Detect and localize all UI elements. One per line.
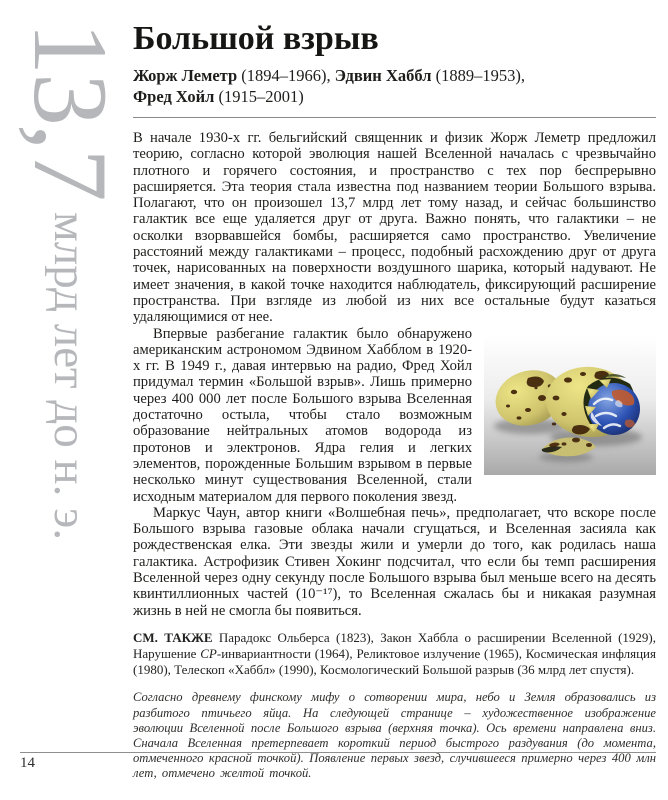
- author-years-3: (1915–2001): [214, 87, 304, 106]
- author-years-2: (1889–1953),: [431, 66, 525, 85]
- author-name-3: Фред Хойл: [133, 87, 215, 106]
- see-also-label: СМ. ТАКЖЕ: [133, 629, 213, 645]
- era-sidebar: [12, 22, 129, 722]
- era-number-label: 13,7: [12, 22, 129, 200]
- see-also-cp: CP: [200, 645, 217, 661]
- egg-earth-photo: [484, 336, 656, 475]
- see-also-text-2: -инвариантности (1964), Реликтовое излучение (1965), Космическая инфляция (1980), Телескоп «Хаббл» (1990), Космологический Большой разрыв (36 млрд лет спустя).: [133, 645, 656, 677]
- paragraph-2-text: Впервые разбегание галактик было обнаружено американским астрономом Эдвином Хабблом в 1920-х гг. В 1949 г., давая интервью на радио, Фред Хойл придумал термин «Большой взрыв». Лишь примерно через 400 000 лет после Большого взрыва Вселенная достаточно остыла, чтобы стало возможным образование нейтральных атомов водорода из протонов и электронов. Ядра гелия и легких элементов, порожденные Большим взрывом в первые несколько минут существования Вселенной, стали исходным материалом для первого поколения звезд.: [133, 325, 472, 505]
- author-years-1: (1894–1966),: [237, 66, 335, 85]
- footer-divider: [20, 752, 656, 753]
- authors-line: [133, 65, 656, 107]
- illustration-caption: Согласно древнему финскому мифу о сотворении мира, небо и Земля образовались из разбитого птичьего яйца. На следующей странице – художественное изображение эволюции Вселенной после Большого взрыва (верхняя точка). Ось времени направлена вниз. Сначала Вселенная претерпевает короткий период быстрого раздувания (до момента, отмеченного красной точкой). Появление первых звезд, случившееся примерно через 400 млн лет, отмечено желтой точкой.: [133, 690, 656, 781]
- era-unit-label: млрд лет до н. э.: [44, 211, 96, 540]
- paragraph-1: В начале 1930-х гг. бельгийский священник и физик Жорж Леметр предложил теорию, согласно которой эволюция нашей Вселенной началась с чрезвычайно плотного и горячего состояния, и пространство с тех пор беспрерывно расширяется. Эта теория стала известна под названием теории Большого взрыва. Полагают, что он произошел 13,7 млрд лет тому назад, и сейчас большинство галактик все еще удаляется друг от друга. Важно понять, что галактики – не осколки взорвавшейся бомбы, расширяется само пространство. Увеличение расстояний между галактиками – процесс, подобный расхождению друг от друга точек, нарисованных на поверхности воздушного шарика, который надувают. Не имеет значения, в какой точке находится наблюдатель, фиксирующий расширение пространства. При взгляде из любой из них все остальные будут казаться удаляющимися от нее.: [133, 130, 656, 326]
- page-title: Большой взрыв: [133, 20, 379, 57]
- author-name-2: Эдвин Хаббл: [334, 66, 432, 85]
- paragraph-2: [133, 326, 656, 505]
- paragraph-3: Маркус Чаун, автор книги «Волшебная печь», предполагает, что вскоре после Большого взрыва газовые облака начали сгущаться, и Вселенная засияла как рождественская елка. Эти звезды жили и умерли до того, как родилась наша галактика. Астрофизик Стивен Хокинг подсчитал, что если бы темп расширения Вселенной через одну секунду после Большого взрыва был меньше всего на десять квинтиллионных частей (10⁻¹⁷), то Вселенная сжалась бы и никакая разумная жизнь в ней не смогла бы появиться.: [133, 504, 656, 619]
- see-also-block: [133, 630, 656, 677]
- author-name-1: Жорж Леметр: [133, 66, 238, 85]
- see-also-text-1: Парадокс Ольберса (1823), Закон Хаббла о расширении Вселенной (1929), Нарушение: [133, 629, 656, 661]
- header-divider: [133, 117, 656, 118]
- egg-earth-illustration: [484, 336, 656, 475]
- main-column: [133, 20, 656, 794]
- page-number: 14: [20, 755, 35, 771]
